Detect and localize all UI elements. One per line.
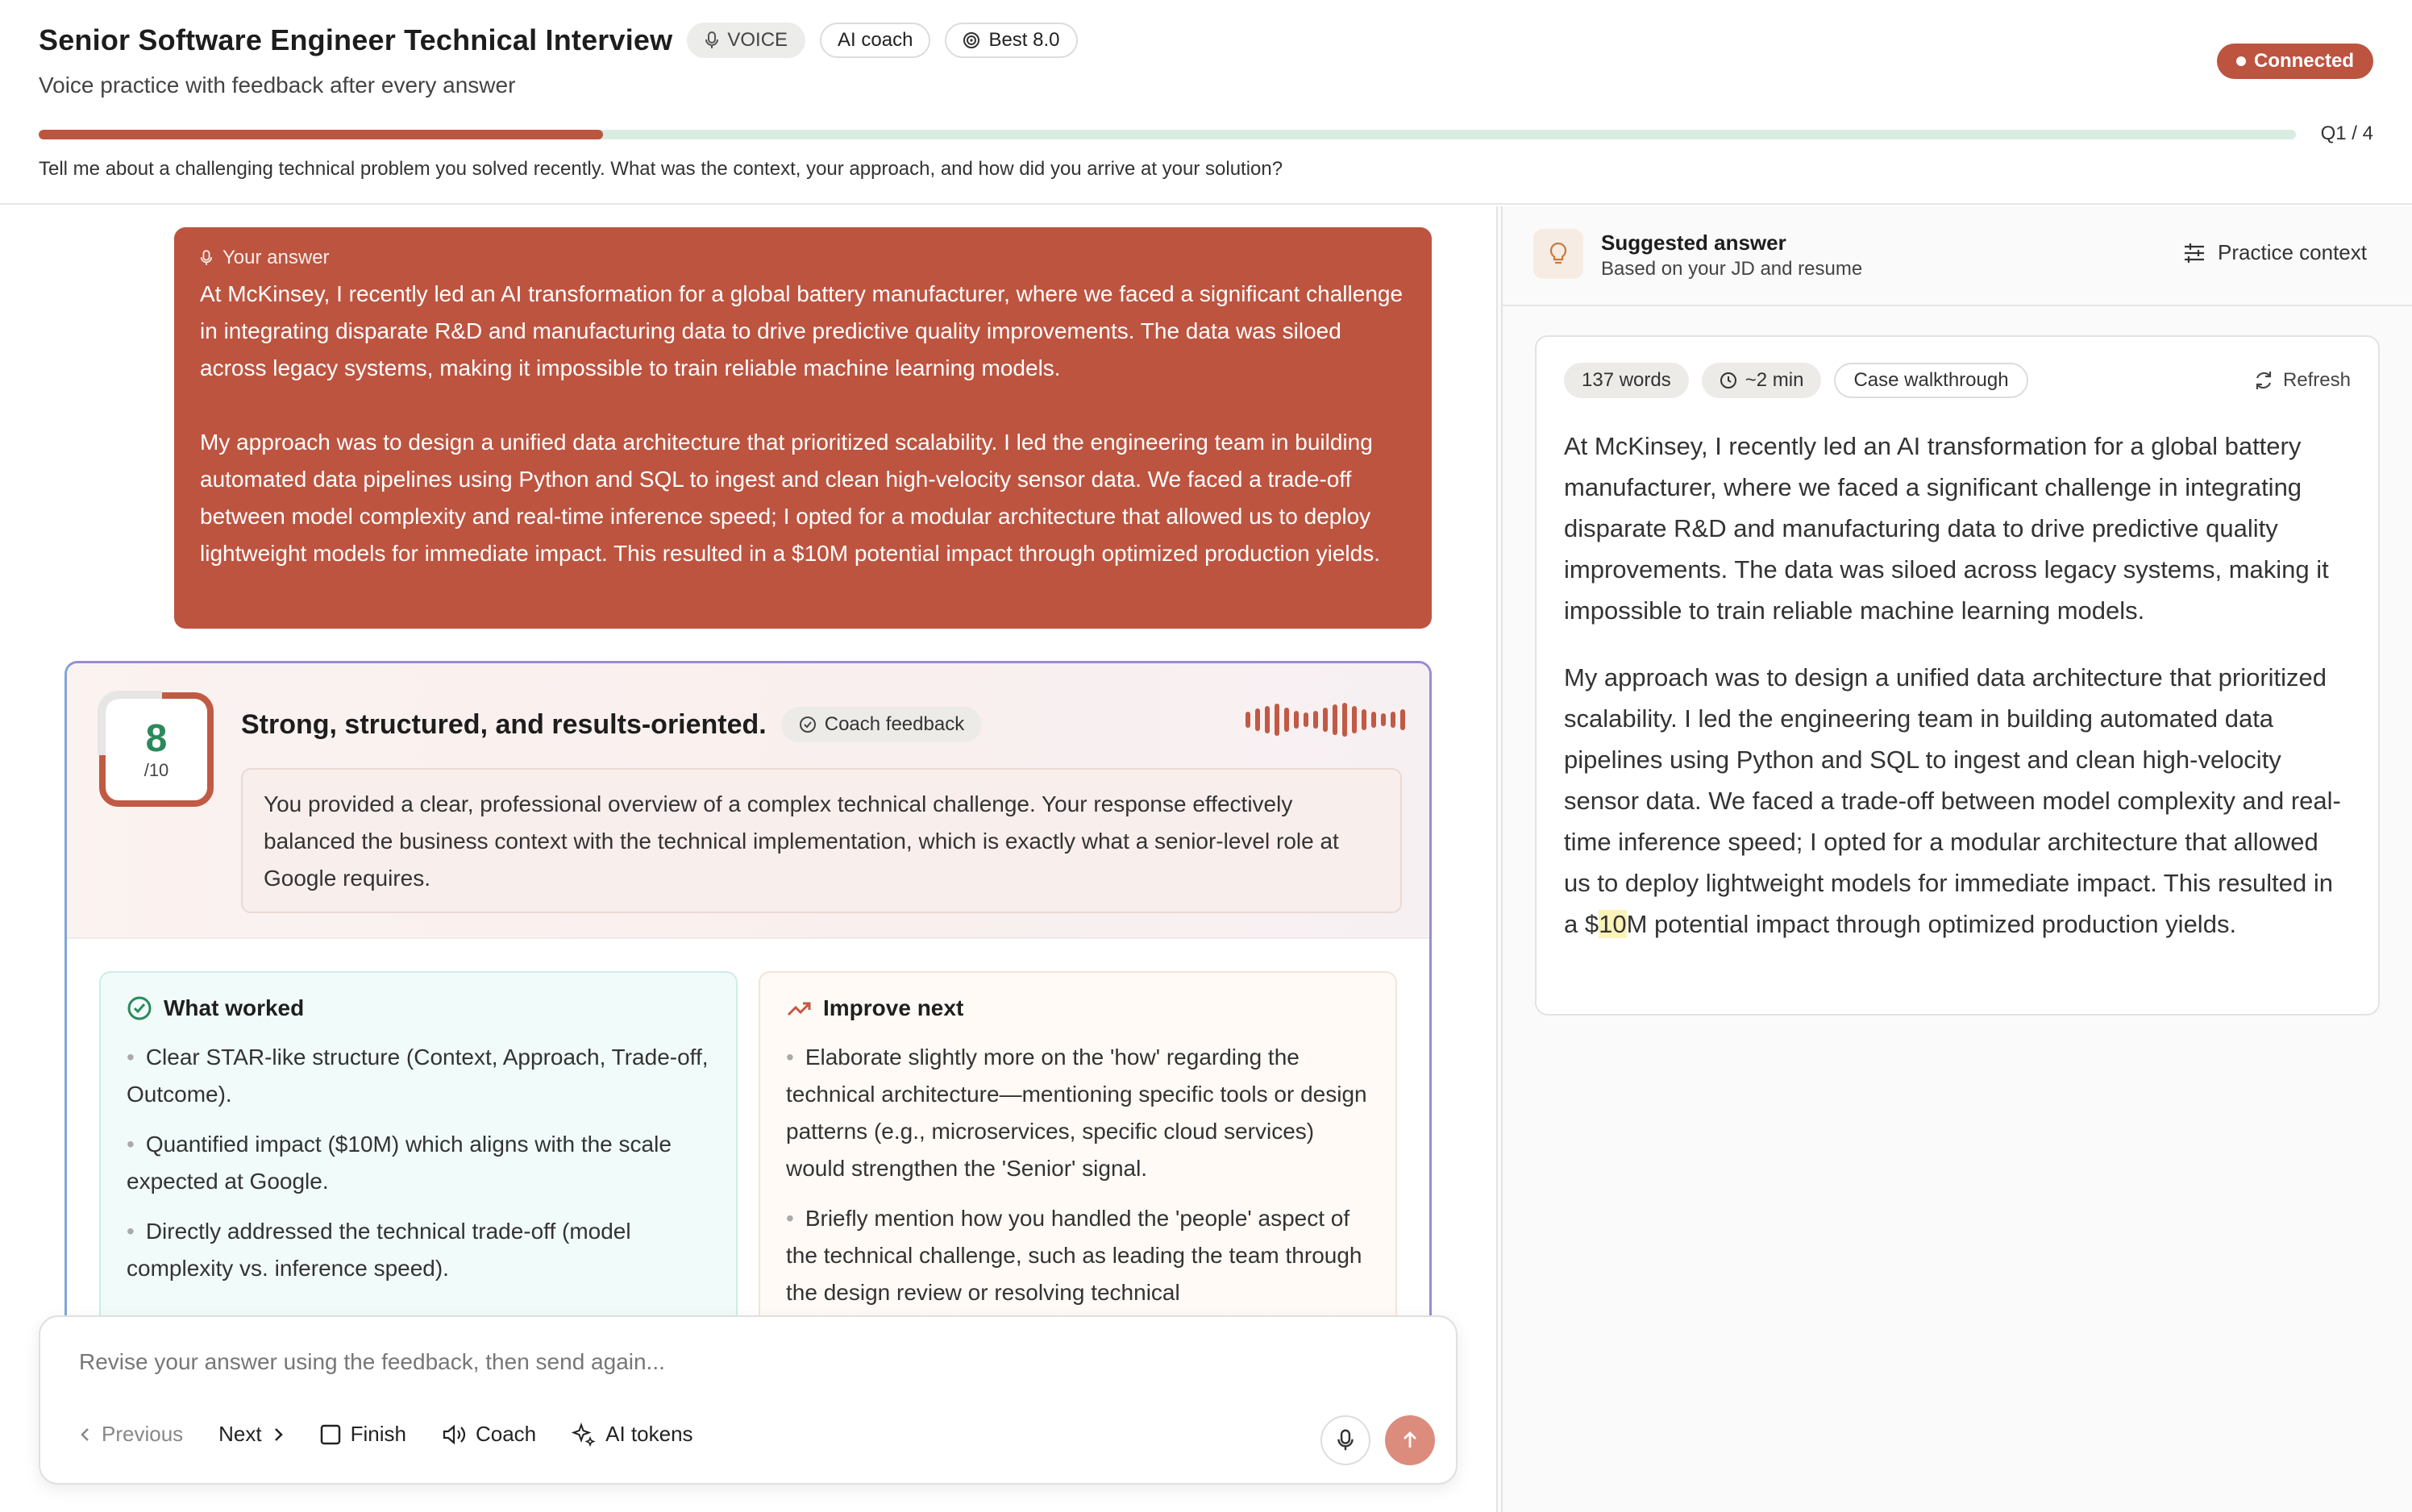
sparkle-icon [572, 1423, 596, 1447]
list-item: • Quantified impact ($10M) which aligns with the scale expected at Google. [127, 1126, 710, 1200]
waveform-bar [1381, 713, 1386, 726]
your-answer-label [200, 247, 1406, 269]
answer-composer [39, 1315, 1458, 1485]
waveform-bar [1342, 703, 1347, 737]
waveform-bar [1352, 706, 1357, 733]
lightbulb-icon [1533, 229, 1583, 279]
speaker-icon [442, 1424, 466, 1445]
ai-tokens-button[interactable] [572, 1422, 692, 1447]
waveform-bar [1265, 706, 1270, 733]
send-button[interactable] [1385, 1415, 1435, 1465]
record-voice-button[interactable] [1320, 1415, 1370, 1465]
waveform-bar [1313, 711, 1318, 729]
feedback-summary-section [67, 663, 1429, 939]
what-worked-heading [127, 995, 710, 1021]
page-title: Senior Software Engineer Technical Interview [39, 23, 673, 56]
question-progress-bar [39, 130, 2296, 139]
what-worked-title: What worked [164, 995, 305, 1020]
suggested-answer-title: Suggested answer [1601, 231, 1786, 255]
next-button[interactable] [218, 1422, 284, 1447]
interview-header [0, 0, 2412, 205]
waveform-bar [1255, 708, 1260, 731]
audio-waveform-icon[interactable] [1246, 702, 1405, 737]
current-question: Tell me about a challenging technical problem you solved recently. What was the context, your approach, and how did you arrive at your solution? [39, 158, 1283, 180]
check-circle-icon [127, 995, 152, 1021]
suggested-answer-pane [1503, 206, 2412, 1512]
waveform-bar [1275, 704, 1279, 736]
your-answer-bubble [174, 227, 1432, 629]
previous-button[interactable] [79, 1422, 183, 1447]
refresh-icon [2252, 369, 2275, 392]
score-value: 8 [145, 717, 168, 760]
question-progress-fill [39, 130, 603, 139]
waveform-bar [1294, 711, 1299, 729]
what-worked-panel [99, 971, 738, 1346]
suggested-answer-text [1564, 426, 2351, 945]
improve-next-title: Improve next [823, 995, 964, 1020]
waveform-bar [1284, 708, 1289, 732]
highlighted-figure: 10 [1599, 910, 1627, 938]
next-button-label: Next [218, 1422, 262, 1446]
duration-label: ~2 min [1745, 369, 1804, 391]
chevron-right-icon [272, 1426, 285, 1443]
coach-feedback-card [64, 661, 1432, 1346]
chevron-left-icon [79, 1426, 92, 1443]
coach-audio-button-label: Coach [475, 1422, 537, 1446]
suggested-paragraph: At McKinsey, I recently led an AI transformation for a global battery manufacturer, where we faced a significant challenge in integrating disparate R&D and manufacturing data to drive predictive quality improvements. The data was siloed across legacy systems, making it impossible to train reliable machine learning models. [1564, 432, 2329, 625]
ai-tokens-button-label: AI tokens [605, 1422, 693, 1446]
mic-icon [1337, 1429, 1354, 1452]
suggested-text-segment: My approach was to design a unified data architecture that prioritized scalability. I led the engineering team in building automated data pipelines using Python and SQL to ingest and clean high-velocity sensor data. We faced a trade-off between model complexity and real-time inference speed; I opted for a modular architecture that allowed us to deploy lightweight models for immediate impact. This resulted in a $ [1564, 663, 2341, 938]
suggested-paragraph [1564, 657, 2351, 945]
checkbox-icon [320, 1424, 341, 1445]
composer-toolbar [79, 1422, 693, 1447]
revise-answer-input[interactable] [79, 1349, 1369, 1375]
your-answer-text: At McKinsey, I recently led an AI transformation for a global battery manufacturer, where we faced a significant challenge in integrating disparate R&D and manufacturing data to drive predictive quality improvements. The data was siloed across legacy systems, making it impossible to train reliable machine learning models. My approach was to design a unified data architecture that prioritized scalability. I led the engineering team in building automated data pipelines using Python and SQL to ingest and clean high-velocity sensor data. We faced a trade-off between model complexity and real-time inference speed; I opted for a modular architecture that allowed us to deploy lightweight models for immediate impact. This resulted in a $10M potential impact through optimized production yields. [200, 281, 1404, 566]
score-denominator: /10 [143, 760, 169, 780]
suggested-answer-header [1503, 206, 2412, 306]
mic-icon [705, 31, 719, 49]
suggested-answer-subtitle: Based on your JD and resume [1601, 258, 1863, 280]
waveform-bar [1391, 712, 1395, 728]
duration-chip [1702, 363, 1822, 398]
list-item: • Briefly mention how you handled the 'people' aspect of the technical challenge, such as leading the team through the design review or resolving technical [786, 1200, 1370, 1311]
improve-next-panel [759, 971, 1397, 1346]
list-item: • Directly addressed the technical trade-off (model complexity vs. inference speed). [127, 1213, 710, 1287]
refresh-label: Refresh [2282, 369, 2351, 391]
improve-next-list [786, 1039, 1370, 1311]
waveform-bar [1362, 709, 1366, 730]
what-worked-list [127, 1039, 710, 1287]
mic-icon [200, 250, 213, 266]
pane-resize-handle[interactable] [1496, 206, 1503, 1512]
word-count-chip: 137 words [1564, 363, 1689, 398]
waveform-bar [1304, 712, 1308, 727]
voice-chip-label: VOICE [727, 29, 788, 51]
list-item: • Elaborate slightly more on the 'how' regarding the technical architecture—mentioning specific tools or design patterns (e.g., microservices, specific cloud services) would strengthen the 'Senior' signal. [786, 1039, 1370, 1187]
ai-coach-chip: AI coach [820, 23, 930, 58]
waveform-bar [1400, 709, 1405, 730]
title-row [39, 23, 1078, 58]
answer-type-chip: Case walkthrough [1834, 363, 2027, 398]
arrow-up-icon [1400, 1430, 1420, 1451]
refresh-button[interactable] [2252, 369, 2351, 392]
previous-button-label: Previous [102, 1422, 184, 1446]
best-score-chip [945, 23, 1077, 58]
waveform-bar [1246, 712, 1250, 728]
feedback-headline: Strong, structured, and results-oriented. [241, 708, 767, 740]
question-counter: Q1 / 4 [2320, 123, 2373, 144]
voice-chip [687, 23, 805, 58]
page-subtitle: Voice practice with feedback after every answer [39, 73, 516, 98]
sliders-icon [2182, 242, 2206, 264]
practice-context-button[interactable] [2182, 240, 2367, 265]
suggested-text-segment: M potential impact through optimized production yields. [1626, 910, 2237, 938]
target-icon [963, 31, 980, 49]
clock-icon [1720, 372, 1737, 389]
feedback-headline-row [241, 707, 982, 742]
answer-meta-row [1564, 363, 2351, 398]
coach-feedback-chip [781, 707, 982, 742]
waveform-bar [1371, 712, 1376, 728]
finish-button-label: Finish [350, 1422, 406, 1446]
best-score-label: Best 8.0 [988, 29, 1060, 51]
improve-next-heading [786, 995, 1370, 1021]
waveform-bar [1323, 708, 1328, 732]
finish-button[interactable] [320, 1422, 406, 1447]
coach-feedback-chip-label: Coach feedback [824, 713, 965, 735]
suggested-answer-card [1535, 335, 2380, 1016]
connection-status-badge [2217, 44, 2373, 79]
check-circle-icon [799, 716, 817, 733]
connection-status-label: Connected [2253, 50, 2354, 72]
trending-up-icon [786, 995, 812, 1021]
status-dot-icon [2236, 56, 2246, 66]
your-answer-label-text: Your answer [222, 247, 330, 268]
list-item: • Clear STAR-like structure (Context, Approach, Trade-off, Outcome). [127, 1039, 710, 1113]
coach-audio-button[interactable] [442, 1422, 536, 1447]
waveform-bar [1333, 704, 1337, 735]
practice-context-label: Practice context [2218, 240, 2367, 264]
feedback-summary-text: You provided a clear, professional overview of a complex technical challenge. Your response effectively balanced the business context with the technical implementation, which is exactly what a senior-level role at Google requires. [241, 768, 1402, 913]
score-badge [99, 692, 214, 807]
